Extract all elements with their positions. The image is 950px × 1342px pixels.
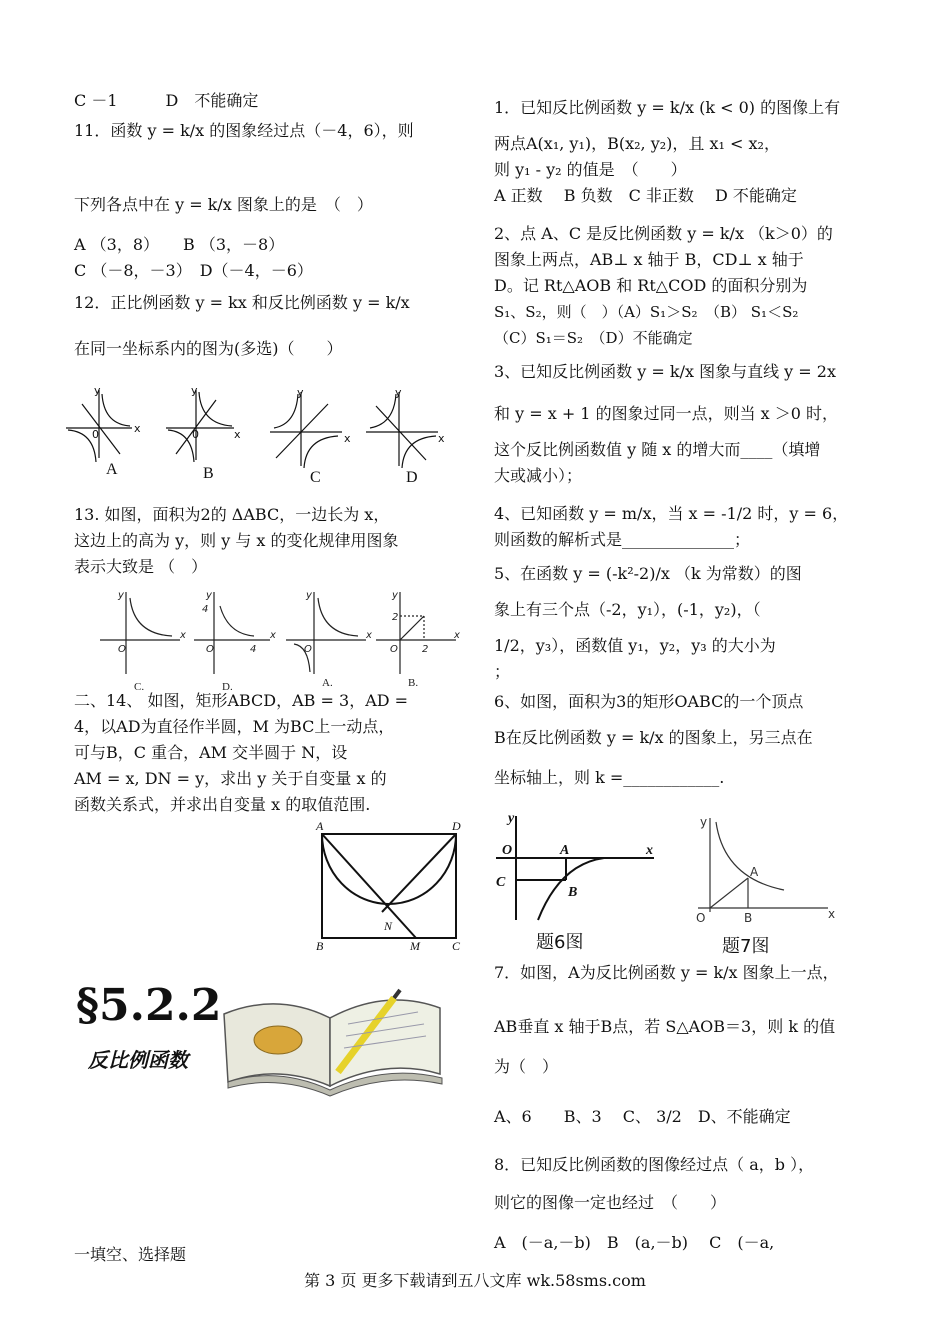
q8-line2: 则它的图像一定也经过 （ ） [494, 1193, 727, 1212]
fig7-caption: 题7图 [722, 936, 770, 957]
svg-text:y: y [392, 590, 398, 601]
q14-rectangle-figure [312, 820, 464, 952]
q3-line2: 和 y = x + 1 的图象过同一点，则当 x ＞0 时， [494, 404, 839, 423]
q4-line1: 4、已知函数 y = m/x，当 x = -1/2 时，y = 6， [494, 504, 849, 523]
q12-label-b: B [203, 465, 214, 482]
figure-7 [688, 812, 848, 962]
svg-text:x: x [134, 422, 141, 435]
q7-line2: AB垂直 x 轴于B点，若 S△AOB＝3，则 k 的值 [494, 1017, 836, 1036]
svg-text:x: x [344, 432, 351, 445]
svg-text:y: y [508, 811, 515, 826]
svg-text:2: 2 [392, 612, 399, 623]
svg-text:y: y [94, 384, 101, 397]
svg-text:x: x [180, 630, 186, 641]
q2-line5: （C）S₁＝S₂ （D）不能确定 [494, 329, 693, 347]
svg-text:x: x [270, 630, 276, 641]
svg-text:x: x [234, 428, 241, 441]
q13-label-a: A. [322, 677, 333, 689]
svg-text:2: 2 [422, 644, 429, 655]
q5-line4: ； [494, 662, 511, 681]
svg-text:x: x [646, 843, 653, 858]
q14-label-c: C [452, 939, 461, 953]
q5-line2: 象上有三个点（-2，y₁），(-1，y₂)，（ [494, 600, 761, 619]
q1-options: A 正数 B 负数 C 非正数 D 不能确定 [494, 186, 797, 205]
options-c-d: C －1 D 不能确定 [74, 91, 259, 110]
q14-label-b: B [316, 939, 324, 953]
q3-line3: 这个反比例函数值 y 随 x 的增大而____（填增 [494, 440, 821, 459]
q14-label-a: A [316, 819, 324, 833]
q13-label-c: C. [134, 681, 145, 693]
q7-line1: 7．如图，A为反比例函数 y = k/x 图象上一点， [494, 963, 839, 982]
svg-text:O: O [696, 911, 706, 925]
q13-line1: 13. 如图，面积为2的 ΔABC，一边长为 x， [74, 505, 390, 524]
q12-graphs [66, 384, 446, 486]
q8-line1: 8．已知反比例函数的图像经过点（ a，b ）， [494, 1155, 815, 1174]
q2-line4: S₁、S₂，则（ ）（A）S₁＞S₂ （B） S₁＜S₂ [494, 303, 799, 321]
svg-text:y: y [700, 815, 708, 829]
q1-line3: 则 y₁ - y₂ 的值是 （ ） [494, 160, 687, 179]
q14-line2: 4，以AD为直径作半圆，M 为BC上一动点， [74, 717, 395, 736]
q2-line1: 2、点 A、C 是反比例函数 y = k/x （k＞0）的 [494, 224, 833, 243]
q7-options: A、6 B、3 C、 3/2 D、不能确定 [494, 1107, 791, 1126]
q11-options-cd: C （－8，－3） D（－4，－6） [74, 261, 313, 280]
q12-stem: 12．正比例函数 y = kx 和反比例函数 y = k/x [74, 293, 410, 312]
right-column [494, 95, 894, 791]
svg-text:C: C [496, 875, 506, 890]
q8-options: A (－a,－b) B (a,－b) C (－a, [494, 1233, 775, 1252]
svg-text:A: A [560, 843, 570, 858]
svg-text:O: O [206, 644, 214, 655]
svg-text:x: x [366, 630, 372, 641]
open-book-illustration [218, 974, 448, 1098]
section-subtitle: 反比例函数 [88, 1048, 188, 1072]
q13-line2: 这边上的高为 y，则 y 与 x 的变化规律用图象 [74, 531, 399, 550]
svg-text:A: A [750, 865, 759, 879]
q14-line3: 可与B，C 重合，AM 交半圆于 N，设 [74, 743, 348, 762]
q7-line3: 为（ ） [494, 1057, 559, 1076]
page-footer: 第 3 页 更多下载请到五八文库 wk.58sms.com [304, 1271, 646, 1290]
q13-label-b: B. [408, 677, 419, 689]
q13-label-d: D. [222, 681, 233, 693]
q4-line2: 则函数的解析式是______________； [494, 530, 751, 549]
q12-label-c: C [310, 469, 321, 486]
q1-line2: 两点A(x₁, y₁)，B(x₂, y₂)，且 x₁ < x₂， [494, 134, 780, 153]
svg-text:0: 0 [192, 428, 199, 441]
q2-line2: 图象上两点，AB⊥ x 轴于 B，CD⊥ x 轴于 [494, 250, 804, 269]
q12-label-d: D [406, 469, 418, 486]
q6-line3: 坐标轴上，则 k =____________. [494, 768, 725, 787]
q13-line3: 表示大致是 （ ） [74, 557, 208, 576]
svg-text:O: O [304, 644, 312, 655]
svg-text:O: O [390, 644, 398, 655]
q11-stem: 11．函数 y = k/x 的图象经过点（－4，6），则 [74, 121, 414, 140]
q14-label-m: M [410, 939, 420, 953]
q3-line4: 大或减小）； [494, 466, 583, 485]
q5-line1: 5、在函数 y = (-k²-2)/x （k 为常数）的图 [494, 564, 802, 583]
q14-block [74, 688, 464, 818]
q14-label-n: N [384, 919, 393, 933]
q6-line1: 6、如图，面积为3的矩形OABC的一个顶点 [494, 692, 804, 711]
svg-text:x: x [438, 432, 445, 445]
q13-graphs [98, 588, 458, 692]
q11-question: 下列各点中在 y = k/x 图象上的是 （ ） [74, 195, 373, 214]
svg-text:4: 4 [202, 604, 209, 615]
section-heading-fill-choice: 一填空、选择题 [74, 1245, 187, 1264]
svg-text:y: y [206, 590, 212, 601]
q14-label-d: D [452, 819, 461, 833]
svg-text:y: y [118, 590, 124, 601]
q12-question: 在同一坐标系内的图为(多选)（ ） [74, 339, 343, 358]
svg-text:x: x [454, 630, 460, 641]
q14-line4: AM = x, DN = y，求出 y 关于自变量 x 的 [74, 769, 387, 788]
svg-text:B: B [568, 885, 578, 900]
svg-text:y: y [306, 590, 312, 601]
q3-line1: 3、已知反比例函数 y = k/x 图象与直线 y = 2x [494, 362, 836, 381]
q1-line1: 1．已知反比例函数 y = k/x (k < 0) 的图像上有 [494, 98, 841, 117]
svg-text:O: O [118, 644, 126, 655]
svg-text:0: 0 [92, 428, 99, 441]
svg-text:y: y [395, 386, 402, 399]
section-number: §5.2.2 [76, 980, 222, 1031]
figure-6 [494, 810, 664, 956]
svg-text:O: O [502, 843, 513, 858]
svg-text:B: B [744, 911, 753, 925]
q5-line3: 1/2，y₃），函数值 y₁，y₂，y₃ 的大小为 [494, 636, 776, 655]
q13-block [74, 502, 464, 580]
q6-line2: B在反比例函数 y = k/x 的图象上，另三点在 [494, 728, 813, 747]
q2-line3: D。记 Rt△AOB 和 Rt△COD 的面积分别为 [494, 276, 808, 295]
svg-text:y: y [297, 386, 304, 399]
fig6-caption: 题6图 [536, 932, 584, 953]
svg-text:x: x [828, 907, 836, 921]
q7-q8-block [494, 960, 894, 1256]
q12-label-a: A [106, 461, 118, 478]
svg-text:y: y [191, 384, 198, 397]
q14-line5: 函数关系式，并求出自变量 x 的取值范围. [74, 795, 371, 814]
q14-line1: 二、14、 如图，矩形ABCD，AB = 3，AD = [74, 691, 409, 710]
q11-options-ab: A （3，8） B （3，－8） [74, 235, 285, 254]
left-column [74, 88, 464, 362]
svg-text:4: 4 [250, 644, 257, 655]
